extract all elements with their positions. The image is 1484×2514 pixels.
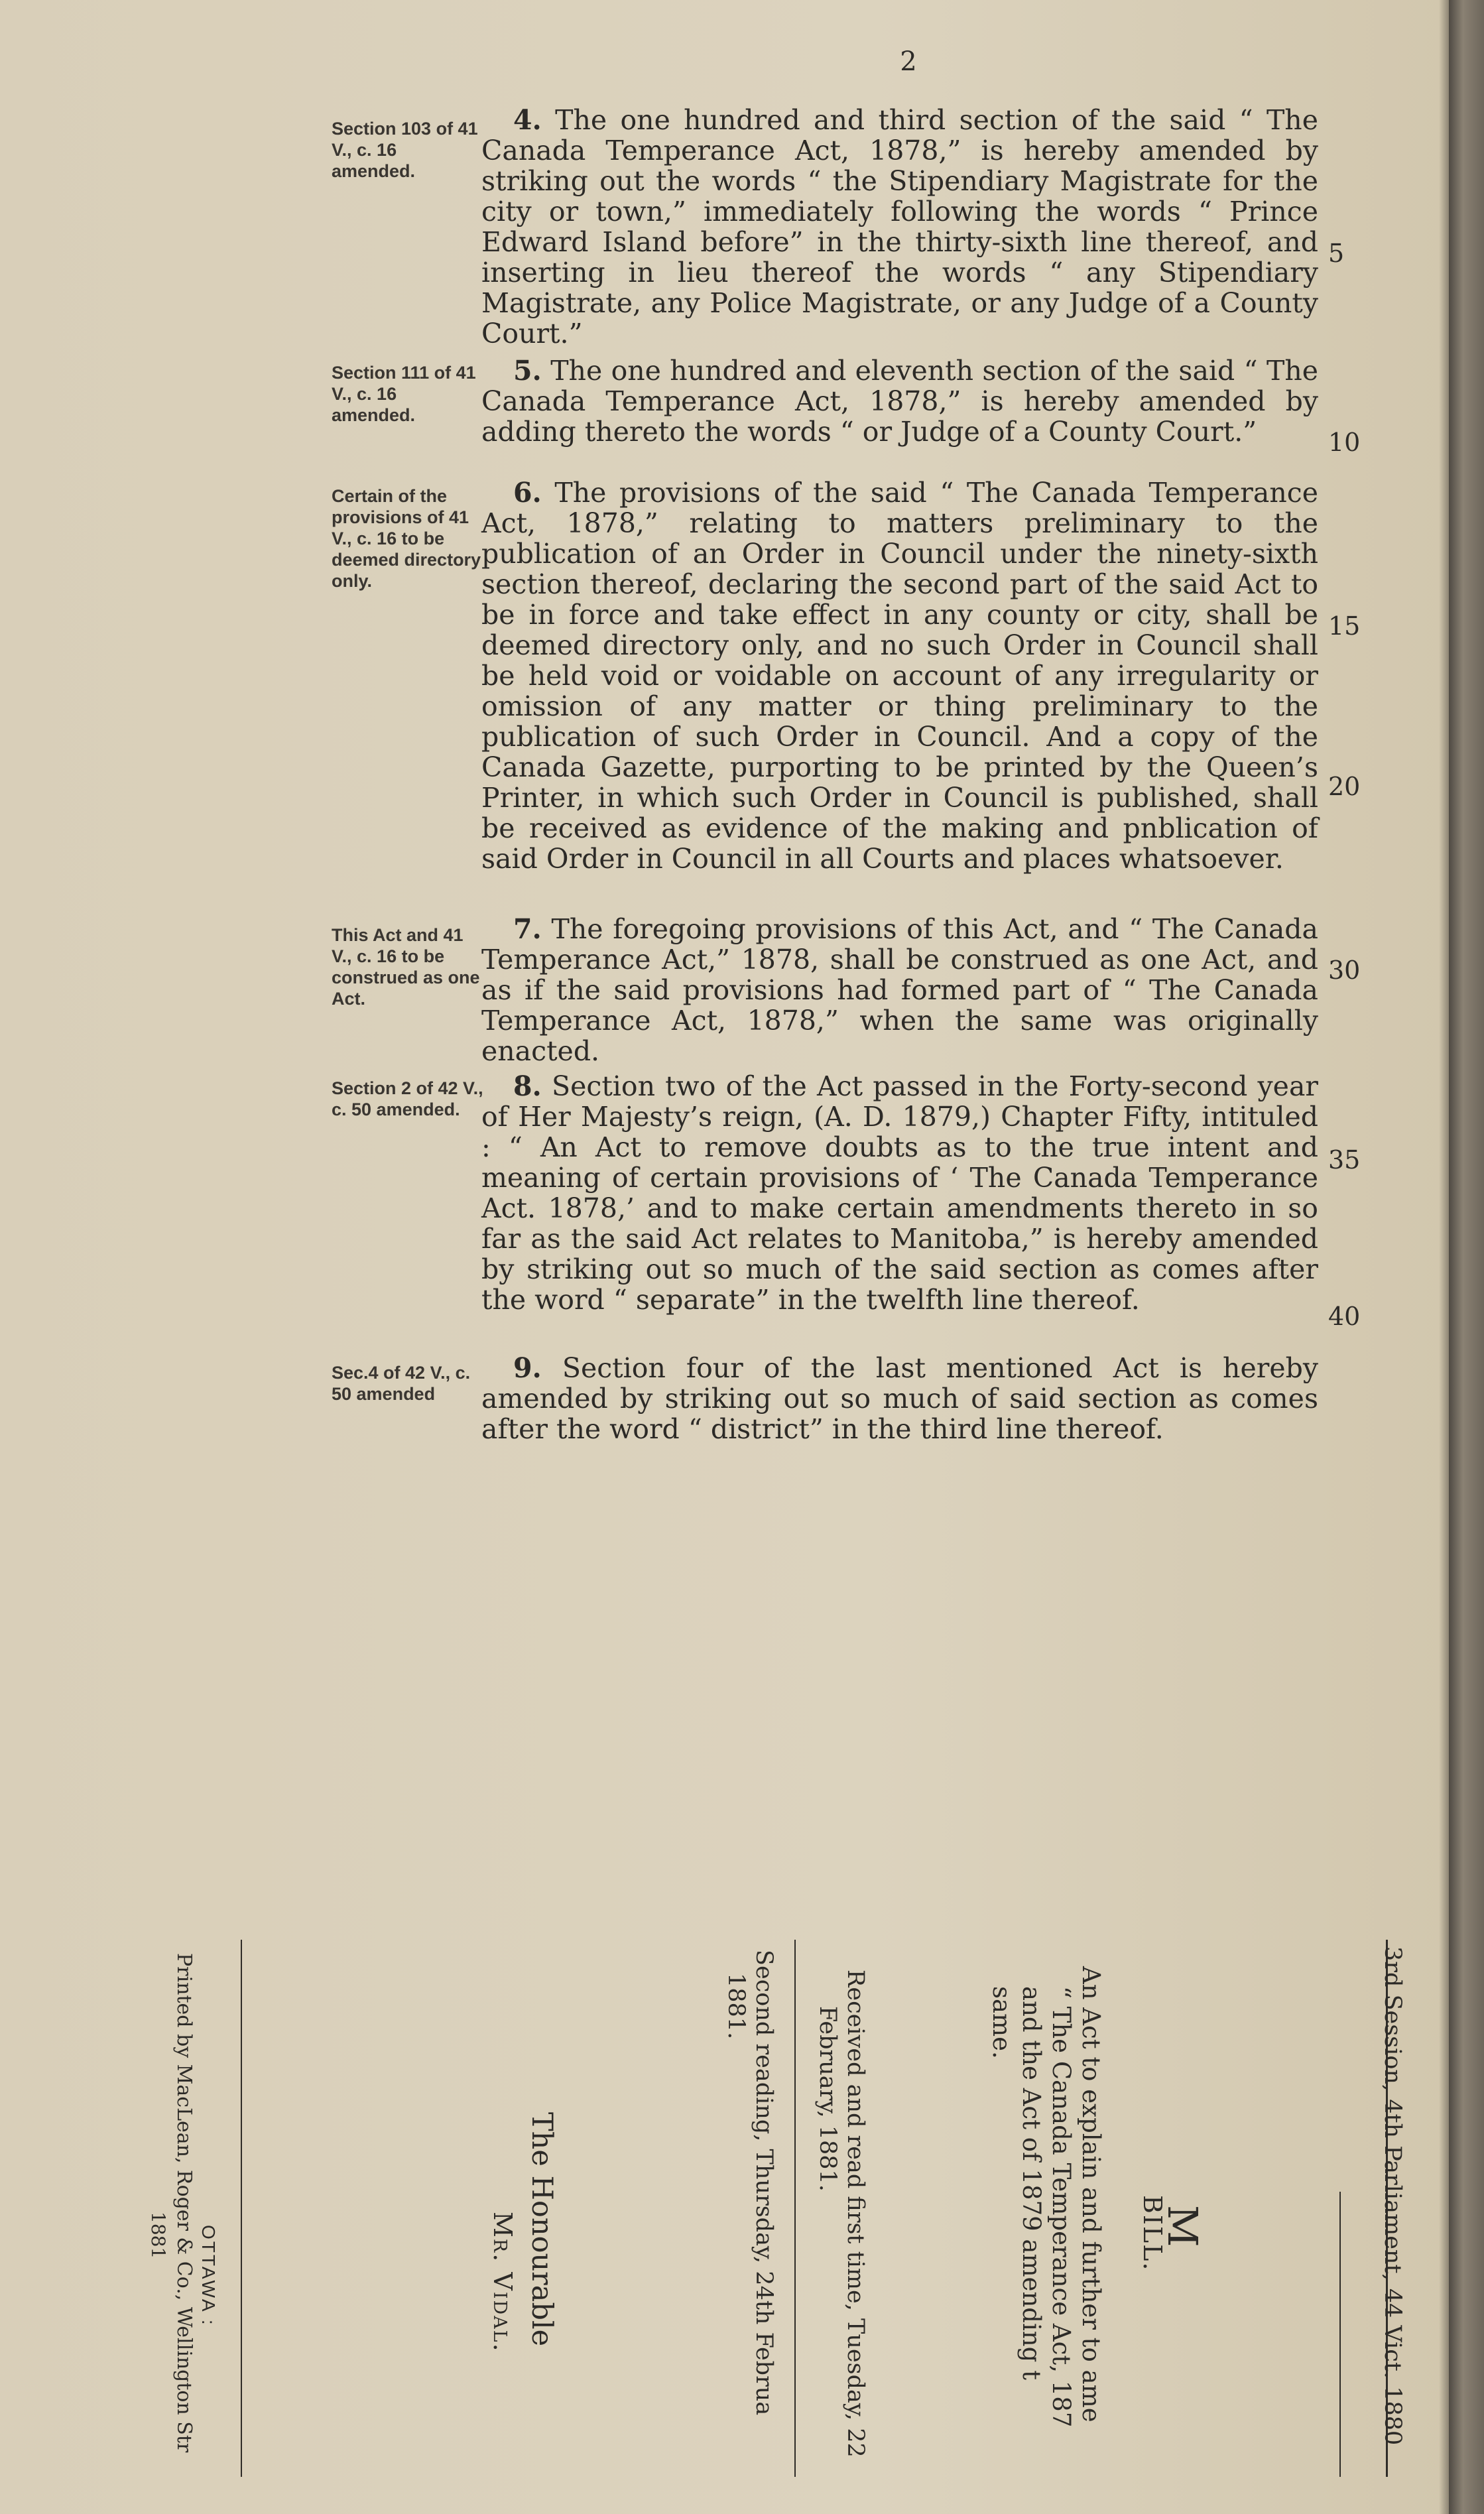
backer-title-line: “ The Canada Temperance Act, 187 (1047, 1986, 1076, 2428)
backer-sponsor-name: Mr. Vidal. (488, 2212, 517, 2353)
backer-bill-label: BILL. (1138, 2195, 1167, 2272)
margin-note: Section 2 of 42 V., c. 50 amended. (332, 1078, 483, 1119)
section-text: The provisions of the said “ The Canada Temperance Act, 1878,” relating to matters preliminary to the publication of an Order in Council under the ninety-sixth section thereof, declaring the second part of the said Act to be in force and take effect in any county or city, shall be deemed directory only, and no such Order in Council shall be held void or voidable on account of any irregularity or omission of any matter or thing preliminary to the publication of such Order in Council. And a copy of the Canada Gazette, purporting to be printed by the Queen’s Printer, in which such Order in Council is published, shall be received as evidence of the making and pnblication of said Order in Council in all Courts and places whatsoever. (481, 477, 1318, 875)
backer-second-reading: Second reading, Thursday, 24th Februa (751, 1950, 777, 2416)
backer-title-line: and the Act of 1879 amending t (1017, 1986, 1046, 2380)
section-number: 6. (513, 477, 542, 509)
section-text: Section four of the last mentioned Act is hereby amended by striking out so much of said section as comes after the word “ district” in the third line thereof. (481, 1352, 1318, 1445)
backer-title-line: An Act to explain and further to ame (1077, 1966, 1105, 2422)
section-text: The foregoing provisions of this Act, and “ The Canada Temperance Act,” 1878, shall be construed as one Act, and as if the said provisions had formed part of “ The Canada Temperance Act, 1878,” when the same was originally enacted. (481, 913, 1318, 1067)
backer-bill-letter: M (1158, 2205, 1207, 2247)
margin-note: This Act and 41 V., c. 16 to be construed as one Act. (332, 925, 480, 1009)
bill-backer (113, 1940, 1406, 2483)
line-number: 30 (1328, 956, 1361, 985)
section-number: 5. (513, 355, 542, 387)
margin-note: Certain of the provisions of 41 V., c. 16 to be deemed directory only. (332, 486, 481, 591)
backer-second-reading-year: 1881. (723, 1973, 749, 2040)
backer-first-reading-date: February, 1881. (814, 2006, 841, 2192)
section-number: 8. (513, 1070, 542, 1102)
backer-first-reading: Received and read first time, Tuesday, 22 (842, 1970, 869, 2458)
backer-rule (241, 1940, 242, 2477)
line-number: 20 (1328, 772, 1361, 801)
backer-rule (794, 1940, 796, 2477)
backer-rule (1339, 2192, 1341, 2477)
section-text: The one hundred and third section of the said “ The Canada Temperance Act, 1878,” is hereby amended by striking out the words “ the Stipendiary Magistrate for the city or town,” immediately following the words “ Prince Edward Island before” in the thirty-sixth line thereof, and inserting in lieu thereof the words “ any Stipendiary Magistrate, any Police Magistrate, or any Judge of a County Court.” (481, 104, 1318, 349)
backer-sponsor-title: The Honourable (525, 2112, 558, 2347)
section-text: Section two of the Act passed in the Forty-second year of Her Majesty’s reign, (A. D. 1879,) Chapter Fifty, intituled : “ An Act to remove doubts as to the true intent and meaning of certain provisions of ‘ The Canada Temperance Act. 1878,’ and to make certain amendments thereto in so far as the said Act relates to Manitoba,” is hereby amended by striking out so much of the said section as comes after the word “ separate” in the twelfth line thereof. (481, 1070, 1318, 1316)
line-number: 35 (1328, 1145, 1361, 1174)
line-number: 10 (1328, 428, 1361, 457)
section-number: 9. (513, 1352, 542, 1384)
page-number: 2 (900, 46, 917, 77)
section-text: The one hundred and eleventh section of the said “ The Canada Temperance Act, 1878,” is hereby amended by adding thereto the words “ or Judge of a County Court.” (481, 355, 1318, 448)
backer-printer: Printed by MacLean, Roger & Co., Wellington Str (172, 1953, 196, 2453)
section-number: 4. (513, 104, 542, 136)
section-number: 7. (513, 913, 542, 945)
margin-note: Section 111 of 41 V., c. 16 amended. (332, 363, 476, 425)
backer-session: 3rd Session, 4th Parliament, 44 Vict. 1880 (1379, 1946, 1406, 2446)
line-number: 40 (1328, 1302, 1361, 1331)
backer-title-line: same. (987, 1986, 1016, 2059)
line-number: 15 (1328, 611, 1361, 641)
backer-city: OTTAWA : (198, 2225, 219, 2327)
margin-note: Sec.4 of 42 V., c. 50 amended (332, 1363, 471, 1404)
backer-year: 1881 (147, 2212, 169, 2259)
line-number: 5 (1328, 239, 1345, 268)
margin-note: Section 103 of 41 V., c. 16 amended. (332, 119, 478, 181)
